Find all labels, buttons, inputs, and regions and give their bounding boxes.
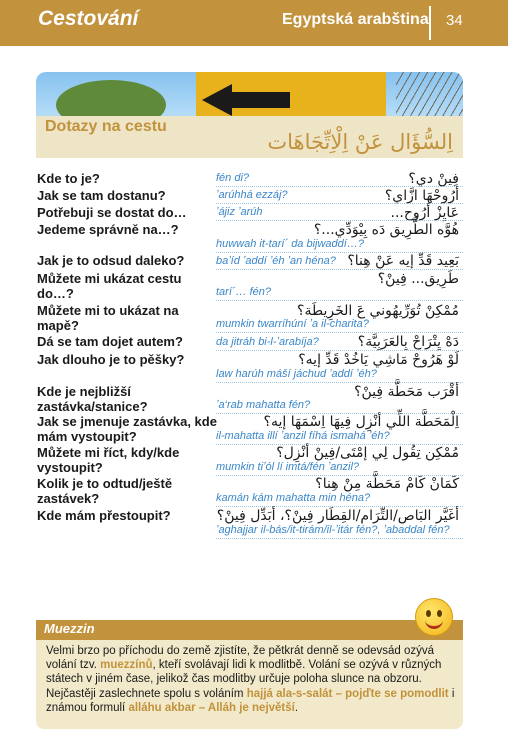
phrase-arabic: اِلْمَحَطَّة اللِّي أنْزِل فِيهَا اِسْمَهَا إيه؟ (263, 414, 459, 430)
phrase-arabic: فِينْ دي؟ (408, 171, 459, 187)
phrase-transcription: law harúh máší jáchud ʼaddí ʼéh? (216, 368, 377, 380)
row-divider (216, 203, 463, 204)
phrase-arabic: كَمَانْ كَامْ مَحَطَّة مِنْ هِنا؟ (315, 476, 459, 492)
info-box-text (46, 644, 456, 715)
road-sign-photo (36, 72, 463, 116)
phrase-transcription: mumkin twarríhúní ʼa il-charita? (216, 318, 369, 330)
phrase-arabic: أغَيَّر البَاص/التِّرَام/القِطَار فِينْ؟، أبَدِّل فِينْ؟ (216, 508, 459, 524)
info-text-part: . (294, 701, 299, 714)
phrase-arabic: طَرِيق... فِينْ؟ (377, 271, 459, 287)
page-number: 34 (446, 12, 463, 29)
info-box-title: Muezzin (44, 621, 95, 636)
phrase-czech: Můžete mi ukázat cestu do…? (37, 271, 182, 301)
phrase-czech: Můžete mi říct, kdy/kde vystoupit? (37, 445, 180, 475)
phrase-arabic: مُمْكِنْ تُوَرِّيهُوني عَ الخَرِيطَة؟ (297, 303, 459, 319)
info-highlight: hajjá ala-s-salát – pojďte se pomodlit (246, 687, 449, 700)
phrase-arabic: مُمْكِن تِقُول لِي إمْتَى/فِينْ أنْزِل؟ (276, 445, 459, 461)
phrase-transcription: ʼarúhhá ezzáj? (216, 189, 288, 201)
phrase-czech: Kde je nejbližší zastávka/stanice? (37, 384, 148, 414)
row-divider (216, 538, 463, 539)
row-divider (216, 506, 463, 507)
phrase-transcription: kamán kám mahatta min héna? (216, 492, 371, 504)
section-heading (36, 116, 463, 158)
phrase-transcription: ʼájiz ʼarúh (216, 206, 263, 218)
info-box-header (36, 620, 463, 640)
row-divider (216, 186, 463, 187)
phrase-czech: Potřebuji se dostat do… (37, 205, 187, 220)
smiley-icon (415, 598, 453, 636)
phrase-transcription: fén di? (216, 172, 250, 184)
tree-shape (56, 80, 166, 116)
info-text-part: , kteří svolávají lidi k modlitbě. Volání se ozývá v různých státech v jiném čase, jelikož čas modlitby určuje poloha slunce na obzoru. Nejčastěji zaslechnete spolu s voláním (46, 659, 442, 700)
phrase-transcription: il-mahatta illí ʼanzil fíhá ismahá ʼéh? (216, 430, 390, 442)
phrase-transcription: mumkin tiʼól lí imtá/fén ʼanzil? (216, 461, 360, 473)
row-divider (216, 300, 463, 301)
info-highlight: alláhu akbar – Alláh je největší (128, 701, 295, 714)
phrase-czech: Jedeme správně na…? (37, 222, 179, 237)
phrase-czech: Dá se tam dojet autem? (37, 334, 183, 349)
phrase-transcription: tarí´… fén? (216, 286, 272, 298)
arrow-icon (202, 84, 232, 116)
phrase-czech: Kolik je to odtud/ještě zastávek? (37, 476, 173, 506)
header-divider (429, 6, 431, 40)
phrase-czech: Můžete mi to ukázat na mapě? (37, 303, 179, 333)
phrase-transcription: ʼa‘rab mahatta fén? (216, 399, 311, 411)
row-divider (216, 350, 463, 351)
section-heading-title: Dotazy na cestu (45, 118, 167, 135)
phrase-czech: Jak je to odsud daleko? (37, 253, 185, 268)
phrase-transcription: huwwah it-tarí´ da bijwaddí…? (216, 238, 364, 250)
phrase-arabic: أقْرَب مَحَطَّة فِينْ؟ (354, 384, 459, 400)
phrase-czech: Jak se tam dostanu? (37, 188, 166, 203)
language-title: Egyptská arabština (282, 11, 429, 28)
phrase-arabic: أرُوحْهَا ازَّاي؟ (384, 188, 459, 204)
phrase-czech: Jak dlouho je to pěšky? (37, 352, 185, 367)
phrase-arabic: بَعِيد قَدِّ إيه عَنْ هِنا؟ (347, 253, 459, 269)
section-heading-arabic: اِلسُّؤَال عَنْ اِلْاِتِّجَاهَات (267, 130, 453, 154)
row-divider (216, 382, 463, 383)
phrase-czech: Kde to je? (37, 171, 100, 186)
phrase-czech: Jak se jmenuje zastávka, kde mám vystoupit? (37, 414, 217, 444)
page-header (0, 0, 508, 46)
row-divider (216, 220, 463, 221)
phrase-transcription: baʼíd ʼaddí ʼéh ʼan héna? (216, 255, 336, 267)
phrase-czech: Kde mám přestoupit? (37, 508, 171, 523)
phrase-arabic: عَايِزْ أرُوح... (390, 205, 459, 221)
phrase-arabic: لَوْ هَرُوحْ مَاشِي يَاخُدْ قَدِّ إيه؟ (298, 352, 459, 368)
phrase-arabic: دَهْ يِتْرَاحْ بِالعَرَبِيَّة؟ (357, 334, 459, 350)
phrase-transcription: da jitráh bi-l-ʼarabíja? (216, 336, 319, 348)
phrase-transcription: ʼaghajjar il-bás/it-tirám/il-ʼitár fén?, ʼabaddal fén? (216, 524, 450, 536)
row-divider (216, 269, 463, 270)
phrase-arabic: هُوَّه الطَّرِيق دَه بِيْوَدِّي...؟ (313, 222, 459, 238)
info-highlight: muezzínů (100, 659, 153, 672)
info-text-part: Velmi brzo po příchodu do země zjistíte, že pětkrát denně se odevsád ozývá volání tzv. (46, 645, 435, 672)
arrow-shaft (230, 92, 290, 108)
branches-shape (396, 72, 463, 116)
section-title: Cestování (38, 7, 139, 30)
info-text-part: i známou formulí (46, 687, 455, 714)
row-divider (216, 332, 463, 333)
